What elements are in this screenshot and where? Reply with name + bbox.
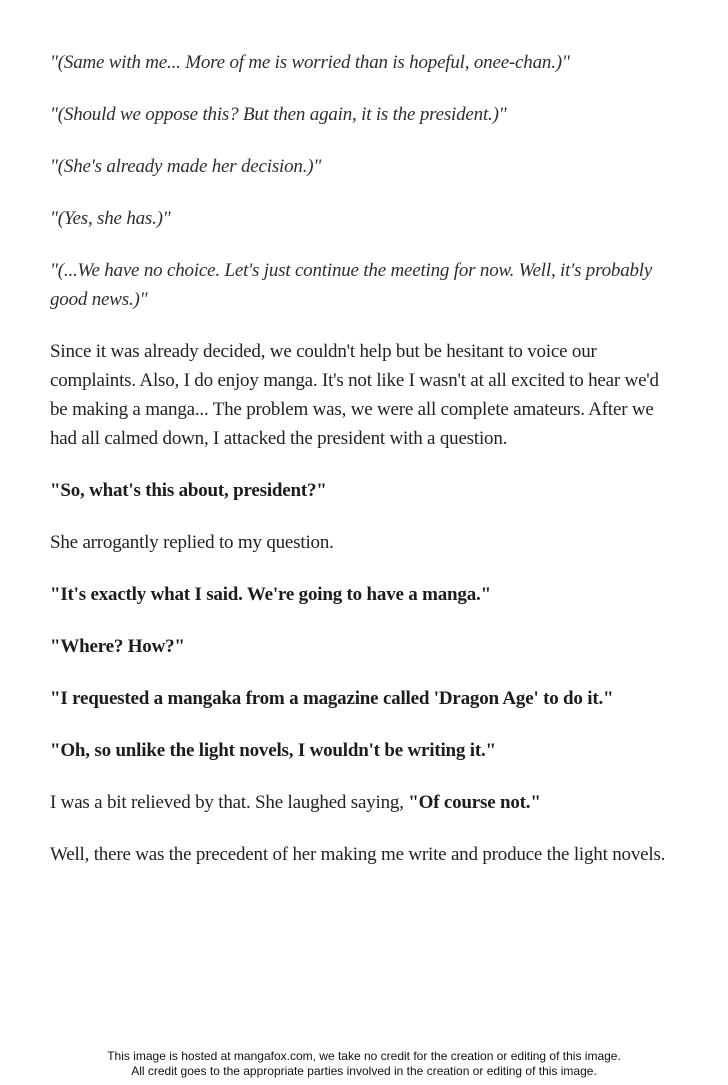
thought-quote: "(Yes, she has.)" bbox=[50, 208, 171, 229]
narration-with-inline-dialogue bbox=[50, 788, 680, 817]
dialogue-segment: "Of course not." bbox=[408, 792, 541, 813]
disclaimer-line-1: This image is hosted at mangafox.com, we take no credit for the creation or editing of this image. bbox=[107, 1049, 621, 1063]
dialogue-line: "Where? How?" bbox=[50, 636, 185, 657]
narration-paragraph: She arrogantly replied to my question. bbox=[50, 532, 334, 553]
dialogue-line: "It's exactly what I said. We're going to have a manga." bbox=[50, 584, 491, 605]
thought-quote: "(She's already made her decision.)" bbox=[50, 156, 322, 177]
thought-quote: "(...We have no choice. Let's just continue the meeting for now. Well, it's probably good news.)" bbox=[50, 260, 653, 310]
disclaimer-line-2: All credit goes to the appropriate parties involved in the creation or editing of this image. bbox=[131, 1064, 597, 1078]
dialogue-line: "So, what's this about, president?" bbox=[50, 480, 327, 501]
mangafox-disclaimer bbox=[0, 1049, 728, 1079]
narration-paragraph: Well, there was the precedent of her making me write and produce the light novels. bbox=[50, 844, 666, 865]
dialogue-line: "I requested a mangaka from a magazine called 'Dragon Age' to do it." bbox=[50, 688, 614, 709]
narration-segment: I was a bit relieved by that. She laughed saying, bbox=[50, 792, 409, 813]
narration-paragraph: Since it was already decided, we couldn't help but be hesitant to voice our complaints. Also, I do enjoy manga. It's not like I wasn't at all excited to hear we'd be making a manga... The problem was, we were all complete amateurs. After we had all calmed down, I attacked the president with a question. bbox=[50, 341, 659, 449]
dialogue-line: "Oh, so unlike the light novels, I wouldn't be writing it." bbox=[50, 740, 496, 761]
thought-quote: "(Should we oppose this? But then again, it is the president.)" bbox=[50, 104, 507, 125]
thought-quote: "(Same with me... More of me is worried than is hopeful, onee-chan.)" bbox=[50, 52, 570, 73]
